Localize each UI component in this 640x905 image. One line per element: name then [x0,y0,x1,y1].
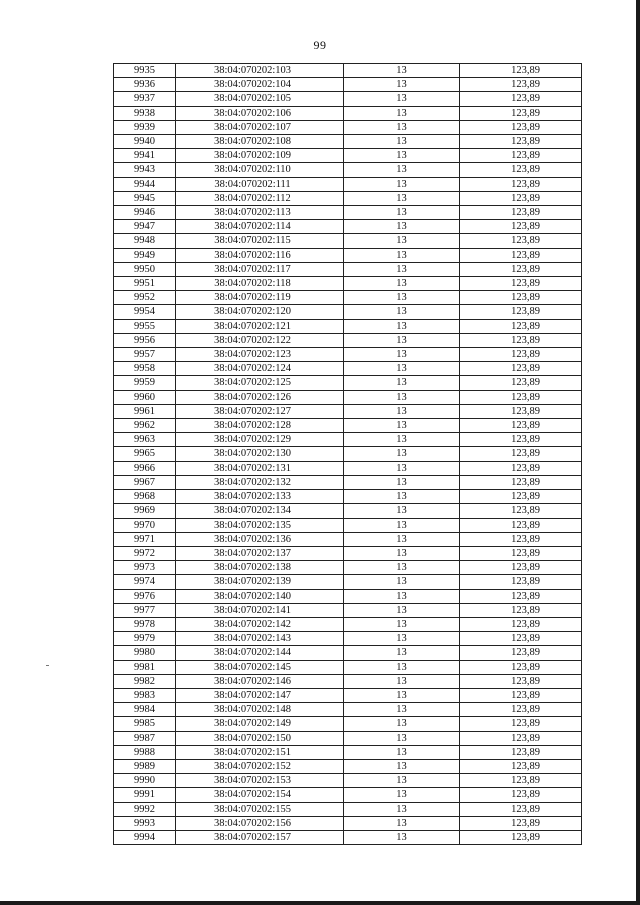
quantity-cell: 13 [344,64,460,78]
cadastral-number-cell: 38:04:070202:144 [176,646,344,660]
row-number-cell: 9983 [114,688,176,702]
table-row [114,660,582,674]
value-cell: 123,89 [460,106,582,120]
table-row [114,419,582,433]
row-number-cell: 9957 [114,348,176,362]
row-number-cell: 9943 [114,163,176,177]
quantity-cell: 13 [344,177,460,191]
quantity-cell: 13 [344,816,460,830]
quantity-cell: 13 [344,206,460,220]
row-number-cell: 9971 [114,532,176,546]
cadastral-number-cell: 38:04:070202:142 [176,617,344,631]
cadastral-number-cell: 38:04:070202:124 [176,362,344,376]
quantity-cell: 13 [344,277,460,291]
table-row [114,163,582,177]
quantity-cell: 13 [344,390,460,404]
table-row [114,64,582,78]
value-cell: 123,89 [460,632,582,646]
value-cell: 123,89 [460,688,582,702]
cadastral-number-cell: 38:04:070202:132 [176,475,344,489]
quantity-cell: 13 [344,802,460,816]
row-number-cell: 9945 [114,191,176,205]
quantity-cell: 13 [344,149,460,163]
scan-speck [46,665,49,666]
cadastral-number-cell: 38:04:070202:103 [176,64,344,78]
row-number-cell: 9941 [114,149,176,163]
cadastral-number-cell: 38:04:070202:133 [176,490,344,504]
table-row [114,348,582,362]
row-number-cell: 9980 [114,646,176,660]
quantity-cell: 13 [344,163,460,177]
table-row [114,447,582,461]
value-cell: 123,89 [460,774,582,788]
cadastral-number-cell: 38:04:070202:147 [176,688,344,702]
table-row [114,589,582,603]
value-cell: 123,89 [460,220,582,234]
row-number-cell: 9947 [114,220,176,234]
table-row [114,191,582,205]
row-number-cell: 9968 [114,490,176,504]
row-number-cell: 9970 [114,518,176,532]
quantity-cell: 13 [344,106,460,120]
value-cell: 123,89 [460,504,582,518]
cadastral-number-cell: 38:04:070202:155 [176,802,344,816]
quantity-cell: 13 [344,504,460,518]
row-number-cell: 9963 [114,433,176,447]
table-row [114,788,582,802]
cadastral-registry-table [113,63,582,845]
value-cell: 123,89 [460,305,582,319]
value-cell: 123,89 [460,745,582,759]
row-number-cell: 9952 [114,291,176,305]
value-cell: 123,89 [460,319,582,333]
table-row [114,206,582,220]
row-number-cell: 9960 [114,390,176,404]
value-cell: 123,89 [460,120,582,134]
quantity-cell: 13 [344,688,460,702]
cadastral-number-cell: 38:04:070202:137 [176,546,344,560]
cadastral-number-cell: 38:04:070202:119 [176,291,344,305]
quantity-cell: 13 [344,788,460,802]
value-cell: 123,89 [460,717,582,731]
value-cell: 123,89 [460,518,582,532]
row-number-cell: 9978 [114,617,176,631]
cadastral-number-cell: 38:04:070202:153 [176,774,344,788]
cadastral-number-cell: 38:04:070202:135 [176,518,344,532]
cadastral-number-cell: 38:04:070202:151 [176,745,344,759]
quantity-cell: 13 [344,774,460,788]
table-row [114,504,582,518]
row-number-cell: 9992 [114,802,176,816]
quantity-cell: 13 [344,191,460,205]
quantity-cell: 13 [344,433,460,447]
cadastral-number-cell: 38:04:070202:143 [176,632,344,646]
cadastral-number-cell: 38:04:070202:113 [176,206,344,220]
table-row [114,830,582,844]
quantity-cell: 13 [344,759,460,773]
value-cell: 123,89 [460,731,582,745]
quantity-cell: 13 [344,518,460,532]
table-row [114,305,582,319]
table-row [114,759,582,773]
quantity-cell: 13 [344,703,460,717]
row-number-cell: 9944 [114,177,176,191]
cadastral-number-cell: 38:04:070202:115 [176,234,344,248]
quantity-cell: 13 [344,333,460,347]
row-number-cell: 9965 [114,447,176,461]
page-number: 99 [313,38,327,52]
quantity-cell: 13 [344,92,460,106]
table-row [114,617,582,631]
table-row [114,475,582,489]
table-row [114,703,582,717]
row-number-cell: 9939 [114,120,176,134]
table-row [114,632,582,646]
quantity-cell: 13 [344,561,460,575]
row-number-cell: 9993 [114,816,176,830]
row-number-cell: 9946 [114,206,176,220]
cadastral-number-cell: 38:04:070202:130 [176,447,344,461]
row-number-cell: 9959 [114,376,176,390]
value-cell: 123,89 [460,703,582,717]
value-cell: 123,89 [460,802,582,816]
row-number-cell: 9981 [114,660,176,674]
cadastral-number-cell: 38:04:070202:146 [176,674,344,688]
value-cell: 123,89 [460,830,582,844]
row-number-cell: 9985 [114,717,176,731]
value-cell: 123,89 [460,490,582,504]
row-number-cell: 9962 [114,419,176,433]
row-number-cell: 9938 [114,106,176,120]
quantity-cell: 13 [344,404,460,418]
table-row [114,731,582,745]
row-number-cell: 9936 [114,78,176,92]
row-number-cell: 9972 [114,546,176,560]
cadastral-number-cell: 38:04:070202:134 [176,504,344,518]
value-cell: 123,89 [460,291,582,305]
quantity-cell: 13 [344,674,460,688]
quantity-cell: 13 [344,447,460,461]
value-cell: 123,89 [460,92,582,106]
quantity-cell: 13 [344,660,460,674]
table-row [114,561,582,575]
cadastral-number-cell: 38:04:070202:157 [176,830,344,844]
table-row [114,319,582,333]
table-row [114,518,582,532]
quantity-cell: 13 [344,220,460,234]
value-cell: 123,89 [460,561,582,575]
table-row [114,461,582,475]
cadastral-number-cell: 38:04:070202:154 [176,788,344,802]
table-row [114,674,582,688]
value-cell: 123,89 [460,362,582,376]
value-cell: 123,89 [460,660,582,674]
quantity-cell: 13 [344,830,460,844]
cadastral-number-cell: 38:04:070202:131 [176,461,344,475]
table-row [114,390,582,404]
cadastral-number-cell: 38:04:070202:112 [176,191,344,205]
quantity-cell: 13 [344,291,460,305]
scan-right-edge [636,0,640,905]
value-cell: 123,89 [460,191,582,205]
cadastral-number-cell: 38:04:070202:126 [176,390,344,404]
row-number-cell: 9949 [114,248,176,262]
value-cell: 123,89 [460,149,582,163]
quantity-cell: 13 [344,262,460,276]
table-row [114,745,582,759]
quantity-cell: 13 [344,120,460,134]
cadastral-number-cell: 38:04:070202:108 [176,135,344,149]
row-number-cell: 9984 [114,703,176,717]
cadastral-number-cell: 38:04:070202:140 [176,589,344,603]
table-row [114,688,582,702]
cadastral-number-cell: 38:04:070202:105 [176,92,344,106]
quantity-cell: 13 [344,617,460,631]
value-cell: 123,89 [460,419,582,433]
table-row [114,106,582,120]
row-number-cell: 9969 [114,504,176,518]
value-cell: 123,89 [460,390,582,404]
cadastral-number-cell: 38:04:070202:104 [176,78,344,92]
quantity-cell: 13 [344,632,460,646]
row-number-cell: 9966 [114,461,176,475]
quantity-cell: 13 [344,745,460,759]
quantity-cell: 13 [344,419,460,433]
value-cell: 123,89 [460,646,582,660]
table-row [114,277,582,291]
table-row [114,220,582,234]
value-cell: 123,89 [460,674,582,688]
table-row [114,575,582,589]
table-row [114,603,582,617]
value-cell: 123,89 [460,248,582,262]
quantity-cell: 13 [344,475,460,489]
row-number-cell: 9951 [114,277,176,291]
cadastral-number-cell: 38:04:070202:110 [176,163,344,177]
cadastral-number-cell: 38:04:070202:116 [176,248,344,262]
quantity-cell: 13 [344,532,460,546]
quantity-cell: 13 [344,646,460,660]
cadastral-number-cell: 38:04:070202:145 [176,660,344,674]
quantity-cell: 13 [344,135,460,149]
value-cell: 123,89 [460,617,582,631]
cadastral-number-cell: 38:04:070202:138 [176,561,344,575]
cadastral-number-cell: 38:04:070202:123 [176,348,344,362]
table-row [114,646,582,660]
registry-table-body [114,64,582,845]
value-cell: 123,89 [460,532,582,546]
cadastral-number-cell: 38:04:070202:150 [176,731,344,745]
table-row [114,234,582,248]
cadastral-number-cell: 38:04:070202:114 [176,220,344,234]
quantity-cell: 13 [344,362,460,376]
value-cell: 123,89 [460,277,582,291]
table-row [114,149,582,163]
quantity-cell: 13 [344,731,460,745]
value-cell: 123,89 [460,348,582,362]
table-row [114,262,582,276]
cadastral-number-cell: 38:04:070202:118 [176,277,344,291]
value-cell: 123,89 [460,759,582,773]
value-cell: 123,89 [460,603,582,617]
cadastral-number-cell: 38:04:070202:106 [176,106,344,120]
row-number-cell: 9955 [114,319,176,333]
cadastral-number-cell: 38:04:070202:125 [176,376,344,390]
cadastral-number-cell: 38:04:070202:121 [176,319,344,333]
cadastral-number-cell: 38:04:070202:122 [176,333,344,347]
table-row [114,546,582,560]
cadastral-number-cell: 38:04:070202:107 [176,120,344,134]
row-number-cell: 9989 [114,759,176,773]
cadastral-number-cell: 38:04:070202:136 [176,532,344,546]
cadastral-number-cell: 38:04:070202:111 [176,177,344,191]
value-cell: 123,89 [460,788,582,802]
value-cell: 123,89 [460,163,582,177]
quantity-cell: 13 [344,603,460,617]
row-number-cell: 9974 [114,575,176,589]
table-row [114,135,582,149]
row-number-cell: 9954 [114,305,176,319]
quantity-cell: 13 [344,461,460,475]
row-number-cell: 9977 [114,603,176,617]
cadastral-number-cell: 38:04:070202:109 [176,149,344,163]
value-cell: 123,89 [460,135,582,149]
table-row [114,816,582,830]
row-number-cell: 9937 [114,92,176,106]
cadastral-number-cell: 38:04:070202:149 [176,717,344,731]
value-cell: 123,89 [460,589,582,603]
table-row [114,774,582,788]
value-cell: 123,89 [460,333,582,347]
row-number-cell: 9956 [114,333,176,347]
quantity-cell: 13 [344,234,460,248]
value-cell: 123,89 [460,64,582,78]
row-number-cell: 9950 [114,262,176,276]
quantity-cell: 13 [344,348,460,362]
row-number-cell: 9940 [114,135,176,149]
quantity-cell: 13 [344,717,460,731]
value-cell: 123,89 [460,376,582,390]
table-row [114,362,582,376]
row-number-cell: 9994 [114,830,176,844]
table-row [114,404,582,418]
cadastral-number-cell: 38:04:070202:148 [176,703,344,717]
value-cell: 123,89 [460,546,582,560]
table-row [114,532,582,546]
cadastral-number-cell: 38:04:070202:152 [176,759,344,773]
row-number-cell: 9948 [114,234,176,248]
row-number-cell: 9958 [114,362,176,376]
value-cell: 123,89 [460,78,582,92]
cadastral-number-cell: 38:04:070202:127 [176,404,344,418]
value-cell: 123,89 [460,447,582,461]
quantity-cell: 13 [344,78,460,92]
quantity-cell: 13 [344,589,460,603]
cadastral-number-cell: 38:04:070202:120 [176,305,344,319]
table-row [114,333,582,347]
row-number-cell: 9991 [114,788,176,802]
value-cell: 123,89 [460,262,582,276]
row-number-cell: 9982 [114,674,176,688]
value-cell: 123,89 [460,816,582,830]
cadastral-number-cell: 38:04:070202:139 [176,575,344,589]
table-row [114,717,582,731]
value-cell: 123,89 [460,475,582,489]
quantity-cell: 13 [344,546,460,560]
cadastral-number-cell: 38:04:070202:156 [176,816,344,830]
row-number-cell: 9967 [114,475,176,489]
table-row [114,376,582,390]
row-number-cell: 9979 [114,632,176,646]
cadastral-number-cell: 38:04:070202:129 [176,433,344,447]
value-cell: 123,89 [460,177,582,191]
value-cell: 123,89 [460,404,582,418]
row-number-cell: 9988 [114,745,176,759]
table-row [114,92,582,106]
table-row [114,248,582,262]
row-number-cell: 9987 [114,731,176,745]
quantity-cell: 13 [344,376,460,390]
table-row [114,120,582,134]
table-row [114,802,582,816]
scan-bottom-edge [0,901,640,905]
value-cell: 123,89 [460,433,582,447]
quantity-cell: 13 [344,305,460,319]
row-number-cell: 9990 [114,774,176,788]
cadastral-number-cell: 38:04:070202:141 [176,603,344,617]
row-number-cell: 9935 [114,64,176,78]
quantity-cell: 13 [344,575,460,589]
table-row [114,78,582,92]
value-cell: 123,89 [460,234,582,248]
row-number-cell: 9976 [114,589,176,603]
row-number-cell: 9961 [114,404,176,418]
table-row [114,490,582,504]
value-cell: 123,89 [460,206,582,220]
quantity-cell: 13 [344,248,460,262]
value-cell: 123,89 [460,461,582,475]
quantity-cell: 13 [344,490,460,504]
table-row [114,433,582,447]
cadastral-number-cell: 38:04:070202:128 [176,419,344,433]
table-row [114,177,582,191]
value-cell: 123,89 [460,575,582,589]
row-number-cell: 9973 [114,561,176,575]
table-row [114,291,582,305]
cadastral-number-cell: 38:04:070202:117 [176,262,344,276]
quantity-cell: 13 [344,319,460,333]
